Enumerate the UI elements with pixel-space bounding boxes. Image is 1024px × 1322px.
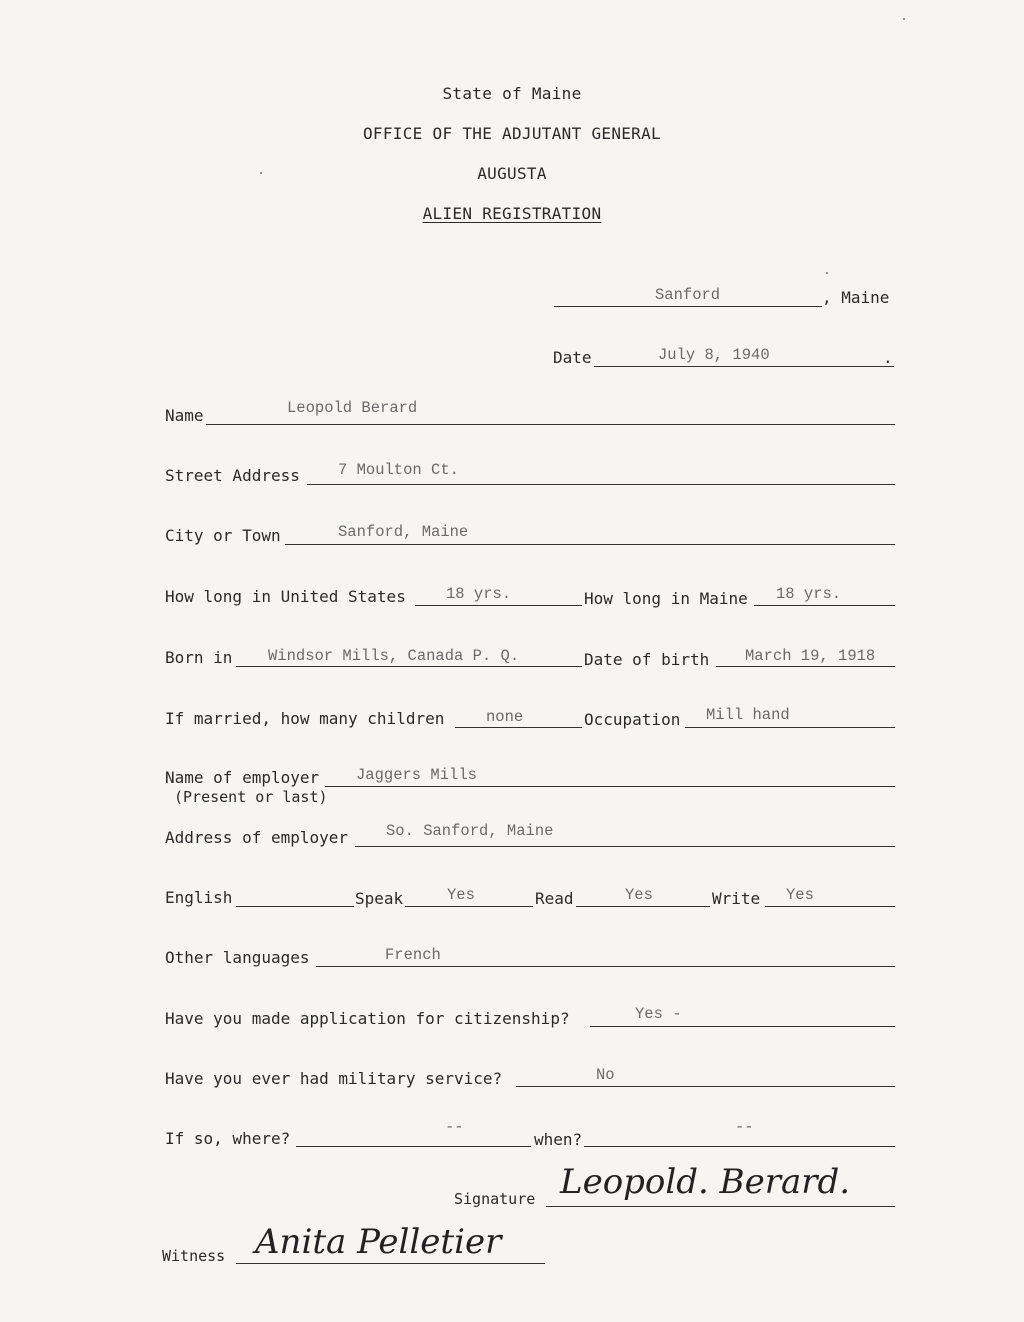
name-label: Name (165, 406, 204, 425)
city-line (285, 544, 895, 545)
dob-value: March 19, 1918 (745, 647, 876, 665)
location-state-label: , Maine (822, 288, 890, 307)
date-value: July 8, 1940 (658, 346, 770, 364)
form-title (0, 204, 1024, 223)
speak-line (405, 906, 533, 907)
city-label: City or Town (165, 526, 281, 545)
languages-label: Other languages (165, 948, 310, 967)
where-value: -- (445, 1118, 464, 1136)
read-value: Yes (625, 886, 653, 904)
military-label: Have you ever had military service? (165, 1069, 503, 1088)
me-duration-line (754, 605, 895, 606)
when-value: -- (735, 1118, 754, 1136)
signature-label: Signature (454, 1190, 536, 1208)
languages-line (316, 966, 895, 967)
write-label: Write (712, 889, 761, 908)
dob-line (716, 666, 895, 667)
born-label: Born in (165, 648, 233, 667)
scan-speck (903, 18, 905, 20)
employer-sublabel: (Present or last) (174, 788, 328, 806)
signature-value: Leopold. Berard. (560, 1162, 851, 1202)
witness-label: Witness (162, 1247, 226, 1265)
dob-label: Date of birth (584, 650, 710, 669)
children-value: none (486, 708, 524, 726)
employer-address-label: Address of employer (165, 828, 349, 847)
languages-value: French (385, 946, 441, 964)
date-label: Date (553, 348, 592, 367)
employer-line (325, 786, 895, 787)
header-city: AUGUSTA (477, 164, 547, 183)
us-duration-value: 18 yrs. (446, 585, 512, 603)
scan-speck (826, 272, 828, 274)
form-title-text: ALIEN REGISTRATION (422, 204, 602, 223)
write-value: Yes (786, 886, 814, 904)
born-line (236, 666, 582, 667)
us-duration-line (415, 605, 582, 606)
english-label: English (165, 888, 233, 907)
location-town: Sanford (655, 286, 721, 304)
us-duration-label: How long in United States (165, 587, 406, 606)
write-line (765, 906, 895, 907)
children-line (455, 727, 582, 728)
speak-value: Yes (447, 886, 475, 904)
date-line (594, 366, 894, 367)
name-line (206, 424, 895, 425)
employer-label: Name of employer (165, 768, 320, 787)
signature-line (546, 1206, 895, 1207)
english-line (236, 906, 354, 907)
citizenship-line (590, 1026, 895, 1027)
date-period: . (883, 348, 893, 367)
where-label: If so, where? (165, 1129, 291, 1148)
city-value: Sanford, Maine (338, 523, 469, 541)
children-label: If married, how many children (165, 709, 445, 728)
scan-speck (260, 172, 262, 174)
military-line (516, 1086, 895, 1087)
witness-value: Anita Pelletier (255, 1222, 502, 1262)
me-duration-value: 18 yrs. (776, 585, 842, 603)
header-state: State of Maine (442, 84, 582, 103)
where-line (296, 1146, 531, 1147)
speak-label: Speak (355, 889, 404, 908)
occupation-line (685, 727, 895, 728)
read-line (576, 906, 710, 907)
me-duration-label: How long in Maine (584, 589, 748, 608)
location-line (554, 306, 822, 307)
employer-address-value: So. Sanford, Maine (386, 822, 554, 840)
military-value: No (596, 1066, 615, 1084)
read-label: Read (535, 889, 574, 908)
citizenship-value: Yes - (635, 1005, 682, 1023)
employer-address-line (355, 846, 895, 847)
header-office: OFFICE OF THE ADJUTANT GENERAL (363, 124, 661, 143)
occupation-label: Occupation (584, 710, 681, 729)
when-label: when? (534, 1130, 583, 1149)
street-label: Street Address (165, 466, 300, 485)
born-value: Windsor Mills, Canada P. Q. (268, 647, 520, 665)
citizenship-label: Have you made application for citizenship? (165, 1009, 570, 1028)
street-line (307, 484, 895, 485)
witness-line (236, 1263, 545, 1264)
when-line (584, 1146, 895, 1147)
street-value: 7 Moulton Ct. (338, 461, 459, 479)
name-value: Leopold Berard (287, 399, 418, 417)
occupation-value: Mill hand (706, 706, 790, 724)
employer-value: Jaggers Mills (356, 766, 477, 784)
